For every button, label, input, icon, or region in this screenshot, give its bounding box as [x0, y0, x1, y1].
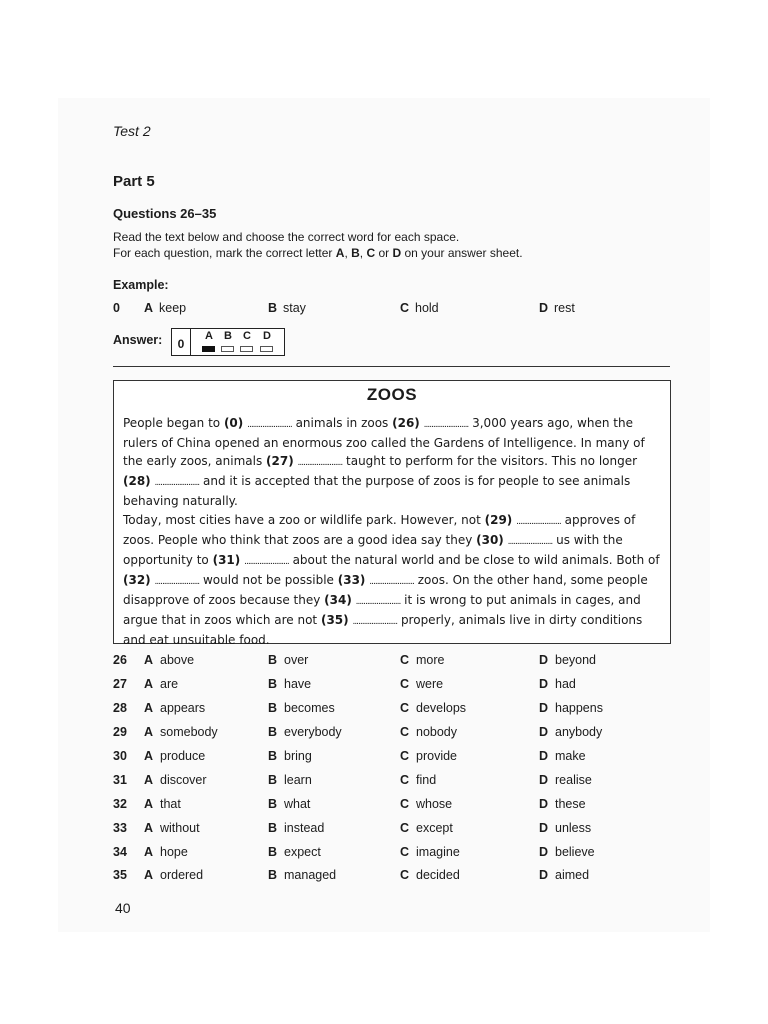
option-c: except — [416, 821, 453, 835]
question-number: 34 — [113, 845, 127, 859]
option-letter: D — [539, 301, 549, 315]
questions-range: Questions 26–35 — [113, 206, 217, 221]
option-letter: A — [144, 773, 154, 787]
option-letter: A — [144, 701, 154, 715]
option-letter: C — [400, 797, 410, 811]
option-letter: D — [539, 797, 549, 811]
question-row — [113, 845, 633, 865]
option-letter: D — [539, 725, 549, 739]
option-letter: B — [268, 677, 278, 691]
example-option-c: hold — [415, 301, 439, 315]
option-a: are — [160, 677, 179, 691]
option-c: were — [416, 677, 444, 691]
option-letter: B — [268, 749, 278, 763]
answer-number: 0 — [172, 329, 191, 355]
option-letter: C — [400, 773, 410, 787]
option-c: nobody — [416, 725, 458, 739]
option-a: that — [160, 797, 181, 811]
option-c: more — [416, 653, 445, 667]
question-row — [113, 725, 633, 745]
option-letter: D — [539, 677, 549, 691]
question-number: 29 — [113, 725, 127, 739]
option-d: beyond — [555, 653, 597, 667]
option-b: learn — [284, 773, 312, 787]
option-c: provide — [416, 749, 457, 763]
option-a: produce — [160, 749, 206, 763]
answer-mark-c[interactable] — [240, 346, 253, 352]
answer-mark-d[interactable] — [260, 346, 273, 352]
option-a: discover — [160, 773, 207, 787]
option-d: unless — [555, 821, 592, 835]
passage-paragraph-1: People began to (0) ........................ animals in zoos (26) ........................ 3,000 years ago, when the rulers of China opened an enormous zoo called the Gardens of Intelligence. In many of the early zoos, animals (27) ........................ taught to perform for the visitors. This no longer (28) ........................ and it is accepted that the purpose of zoos is for people to see animals behaving naturally. — [123, 416, 645, 508]
instruction-line-2: For each question, mark the correct letter A, B, C or D on your answer sheet. — [113, 246, 523, 260]
answer-mark-a[interactable] — [202, 346, 215, 352]
option-letter: D — [539, 868, 549, 882]
option-letter: D — [539, 845, 549, 859]
option-letter: C — [400, 821, 410, 835]
option-letter: A — [144, 749, 154, 763]
question-row — [113, 821, 633, 841]
answer-letter-d: D — [263, 330, 271, 342]
option-letter: B — [268, 797, 278, 811]
option-letter: C — [400, 653, 410, 667]
option-d: happens — [555, 701, 603, 715]
answer-label: Answer: — [113, 333, 163, 347]
question-number: 35 — [113, 868, 127, 882]
option-letter: C — [400, 868, 410, 882]
example-label: Example: — [113, 278, 169, 292]
example-option-d: rest — [554, 301, 575, 315]
question-number: 27 — [113, 677, 127, 691]
example-option-b: stay — [283, 301, 306, 315]
option-b: expect — [284, 845, 321, 859]
option-a: somebody — [160, 725, 218, 739]
option-b: everybody — [284, 725, 342, 739]
option-a: appears — [160, 701, 206, 715]
option-letter: A — [144, 821, 154, 835]
option-letter: B — [268, 701, 278, 715]
passage-title: ZOOS — [366, 385, 418, 404]
question-number: 31 — [113, 773, 127, 787]
option-a: without — [160, 821, 200, 835]
question-row — [113, 701, 633, 721]
option-letter: A — [144, 301, 154, 315]
option-letter: A — [144, 677, 154, 691]
question-number: 28 — [113, 701, 127, 715]
question-number: 32 — [113, 797, 127, 811]
answer-grid — [171, 328, 285, 356]
option-letter: B — [268, 821, 278, 835]
option-b: what — [284, 797, 311, 811]
option-letter: D — [539, 821, 549, 835]
option-d: these — [555, 797, 586, 811]
option-letter: C — [400, 701, 410, 715]
option-c: imagine — [416, 845, 460, 859]
option-letter: B — [268, 653, 278, 667]
option-b: managed — [284, 868, 337, 882]
option-letter: A — [144, 845, 154, 859]
option-letter: A — [144, 868, 154, 882]
option-letter: C — [400, 301, 410, 315]
option-letter: C — [400, 845, 410, 859]
page-number: 40 — [115, 900, 131, 916]
option-b: bring — [284, 749, 312, 763]
option-d: realise — [555, 773, 592, 787]
question-row — [113, 677, 633, 697]
option-d: aimed — [555, 868, 590, 882]
option-b: becomes — [284, 701, 335, 715]
question-number: 30 — [113, 749, 127, 763]
option-b: have — [284, 677, 312, 691]
answer-letter-c: C — [243, 330, 251, 342]
option-d: make — [555, 749, 586, 763]
divider — [113, 366, 670, 367]
option-letter: D — [539, 749, 549, 763]
option-a: ordered — [160, 868, 204, 882]
option-a: hope — [160, 845, 188, 859]
option-letter: C — [400, 725, 410, 739]
option-letter: D — [539, 701, 549, 715]
example-number: 0 — [113, 301, 120, 315]
option-letter: A — [144, 725, 154, 739]
option-letter: B — [268, 868, 278, 882]
option-letter: A — [144, 797, 154, 811]
option-letter: D — [539, 773, 549, 787]
example-row — [113, 301, 633, 321]
question-number: 33 — [113, 821, 127, 835]
example-option-a: keep — [159, 301, 187, 315]
passage-box — [113, 380, 671, 647]
option-d: had — [555, 677, 576, 691]
option-c: decided — [416, 868, 460, 882]
option-letter: B — [268, 725, 278, 739]
option-letter: D — [539, 653, 549, 667]
option-c: whose — [416, 797, 453, 811]
answer-mark-b[interactable] — [221, 346, 234, 352]
option-letter: B — [268, 845, 278, 859]
question-row — [113, 749, 633, 769]
option-c: develops — [416, 701, 467, 715]
option-b: instead — [284, 821, 325, 835]
option-letter: A — [144, 653, 154, 667]
option-a: above — [160, 653, 195, 667]
option-b: over — [284, 653, 309, 667]
question-row — [113, 653, 633, 673]
test-label: Test 2 — [113, 123, 151, 139]
answer-letter-b: B — [224, 330, 232, 342]
question-row — [113, 773, 633, 793]
option-letter: C — [400, 677, 410, 691]
option-d: anybody — [555, 725, 603, 739]
part-title: Part 5 — [113, 173, 155, 190]
question-row — [113, 797, 633, 817]
option-letter: B — [268, 301, 278, 315]
option-d: believe — [555, 845, 595, 859]
passage-paragraph-2: Today, most cities have a zoo or wildlife park. However, not (29) ........................ approves of zoos. People who think that zoos are a good idea say they (30) ........................ us with the opportunity to (31) ........................ about the natural world and be close to wild animals. Both of (32) ........................ would not be possible (33) ........................ zoos. On the other hand, some people disapprove of zoos because they (34) ........................ it is wrong to put animals in cages, and argue that in zoos which are not (35) ........................ properly, animals live in dirty conditions and eat unsuitable food. — [123, 513, 660, 647]
question-number: 26 — [113, 653, 127, 667]
question-row — [113, 868, 633, 888]
option-c: find — [416, 773, 437, 787]
option-letter: C — [400, 749, 410, 763]
option-letter: B — [268, 773, 278, 787]
instruction-line-1: Read the text below and choose the correct word for each space. — [113, 230, 460, 244]
answer-letter-a: A — [205, 330, 213, 342]
